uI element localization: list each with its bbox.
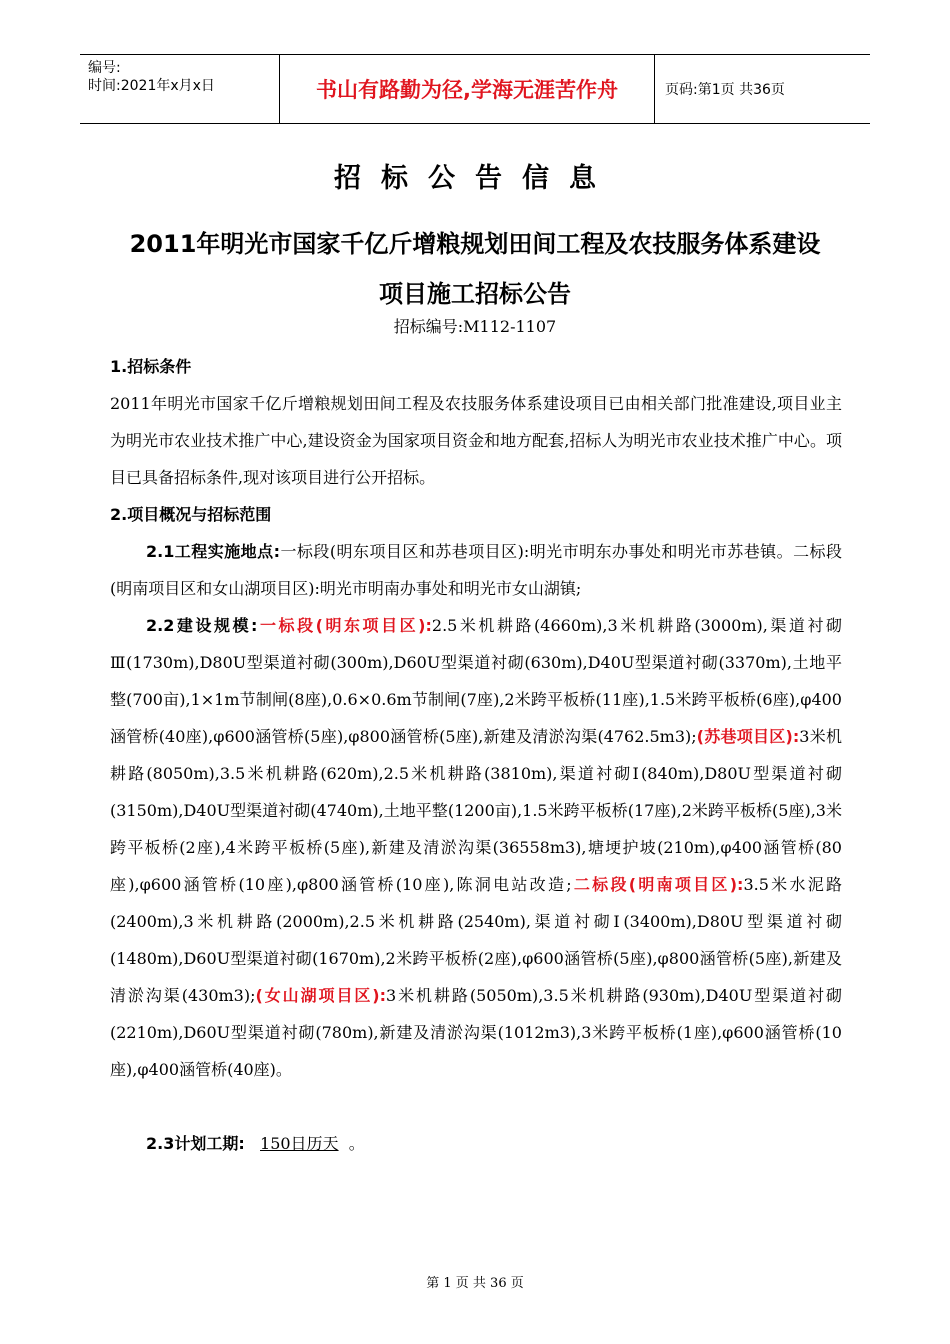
- lot2-mingnan-label: 二标段(明南项目区):: [571, 875, 744, 894]
- project-title-line2: 项目施工招标公告: [379, 280, 571, 308]
- section22-label: 2.2建设规模:: [146, 616, 258, 635]
- project-title-line1: 2011年明光市国家千亿斤增粮规划田间工程及农技服务体系建设: [129, 230, 821, 258]
- lot1-mingdong-text: 2.5米机耕路(4660m),3米机耕路(3000m),渠道衬砌Ⅲ(1730m),D80U型渠道衬砌(300m),D60U型渠道衬砌(630m),D40U型渠道衬砌(3370m),土地平整(700亩),1×1m节制闸(8座),0.6×0.6m节制闸(7座),2米跨平板桥(11座),1.5米跨平板桥(6座),φ400涵管桥(40座),φ600涵管桥(5座),φ800涵管桥(5座),新建及清淤沟渠(4762.5m3);: [110, 616, 842, 746]
- section22-paragraph: [110, 607, 842, 1088]
- section23-label: 2.3计划工期:: [146, 1134, 245, 1153]
- suxiang-label: (苏巷项目区):: [696, 727, 800, 746]
- section21-paragraph: [110, 533, 842, 607]
- header-page-info: 页码:第1页 共36页: [665, 82, 785, 98]
- page-footer: 第 1 页 共 36 页: [426, 1276, 524, 1291]
- section23-end: 。: [348, 1134, 365, 1153]
- document-body: [110, 348, 842, 1162]
- section1-heading: 1.招标条件: [110, 357, 192, 376]
- page-header: [80, 54, 870, 124]
- bid-number: 招标编号:M112-1107: [393, 317, 557, 336]
- time-label: 时间:2021年x月x日: [88, 78, 215, 94]
- lot2-mingnan-text: 3.5米水泥路(2400m),3米机耕路(2000m),2.5米机耕路(2540m),渠道衬砌Ⅰ(3400m),D80U型渠道衬砌(1480m),D60U型渠道衬砌(1670m),2米跨平板桥(2座),φ600涵管桥(5座),φ800涵管桥(5座),新建及清淤沟渠(430m3);: [110, 875, 842, 1005]
- nvshanhu-label: (女山湖项目区):: [255, 986, 387, 1005]
- header-motto: 书山有路勤为径,学海无涯苦作舟: [280, 55, 655, 123]
- section21-text: 一标段(明东项目区和苏巷项目区):明光市明东办事处和明光市苏巷镇。二标段(明南项目区和女山湖项目区):明光市明南办事处和明光市女山湖镇;: [110, 542, 842, 598]
- suxiang-text: 3米机耕路(8050m),3.5米机耕路(620m),2.5米机耕路(3810m),渠道衬砌Ⅰ(840m),D80U型渠道衬砌(3150m),D40U型渠道衬砌(4740m),土地平整(1200亩),1.5米跨平板桥(17座),2米跨平板桥(5座),3米跨平板桥(2座),4米跨平板桥(5座),新建及清淤沟渠(36558m3),塘埂护坡(210m),φ400涵管桥(80座),φ600涵管桥(10座),φ800涵管桥(10座),陈洞电站改造;: [110, 727, 842, 894]
- section1-text: 2011年明光市国家千亿斤增粮规划田间工程及农技服务体系建设项目已由相关部门批准建设,项目业主为明光市农业技术推广中心,建设资金为国家项目资金和地方配套,招标人为明光市农业技术推广中心。项目已具备招标条件,现对该项目进行公开招标。: [110, 394, 842, 487]
- nvshanhu-text: 3米机耕路(5050m),3.5米机耕路(930m),D40U型渠道衬砌(2210m),D60U型渠道衬砌(780m),新建及清淤沟渠(1012m3),3米跨平板桥(1座),φ600涵管桥(10座),φ400涵管桥(40座)。: [110, 986, 842, 1079]
- number-label: 编号:: [88, 60, 121, 76]
- section21-label: 2.1工程实施地点:: [146, 542, 280, 561]
- section2-heading: 2.项目概况与招标范围: [110, 505, 272, 524]
- lot1-mingdong-label: 一标段(明东项目区):: [257, 616, 432, 635]
- main-title: 招标公告信息: [334, 163, 616, 194]
- header-meta: [80, 55, 280, 123]
- spacer: [110, 1088, 842, 1125]
- section23-paragraph: [110, 1125, 842, 1162]
- section23-value: 150日历天: [260, 1134, 339, 1153]
